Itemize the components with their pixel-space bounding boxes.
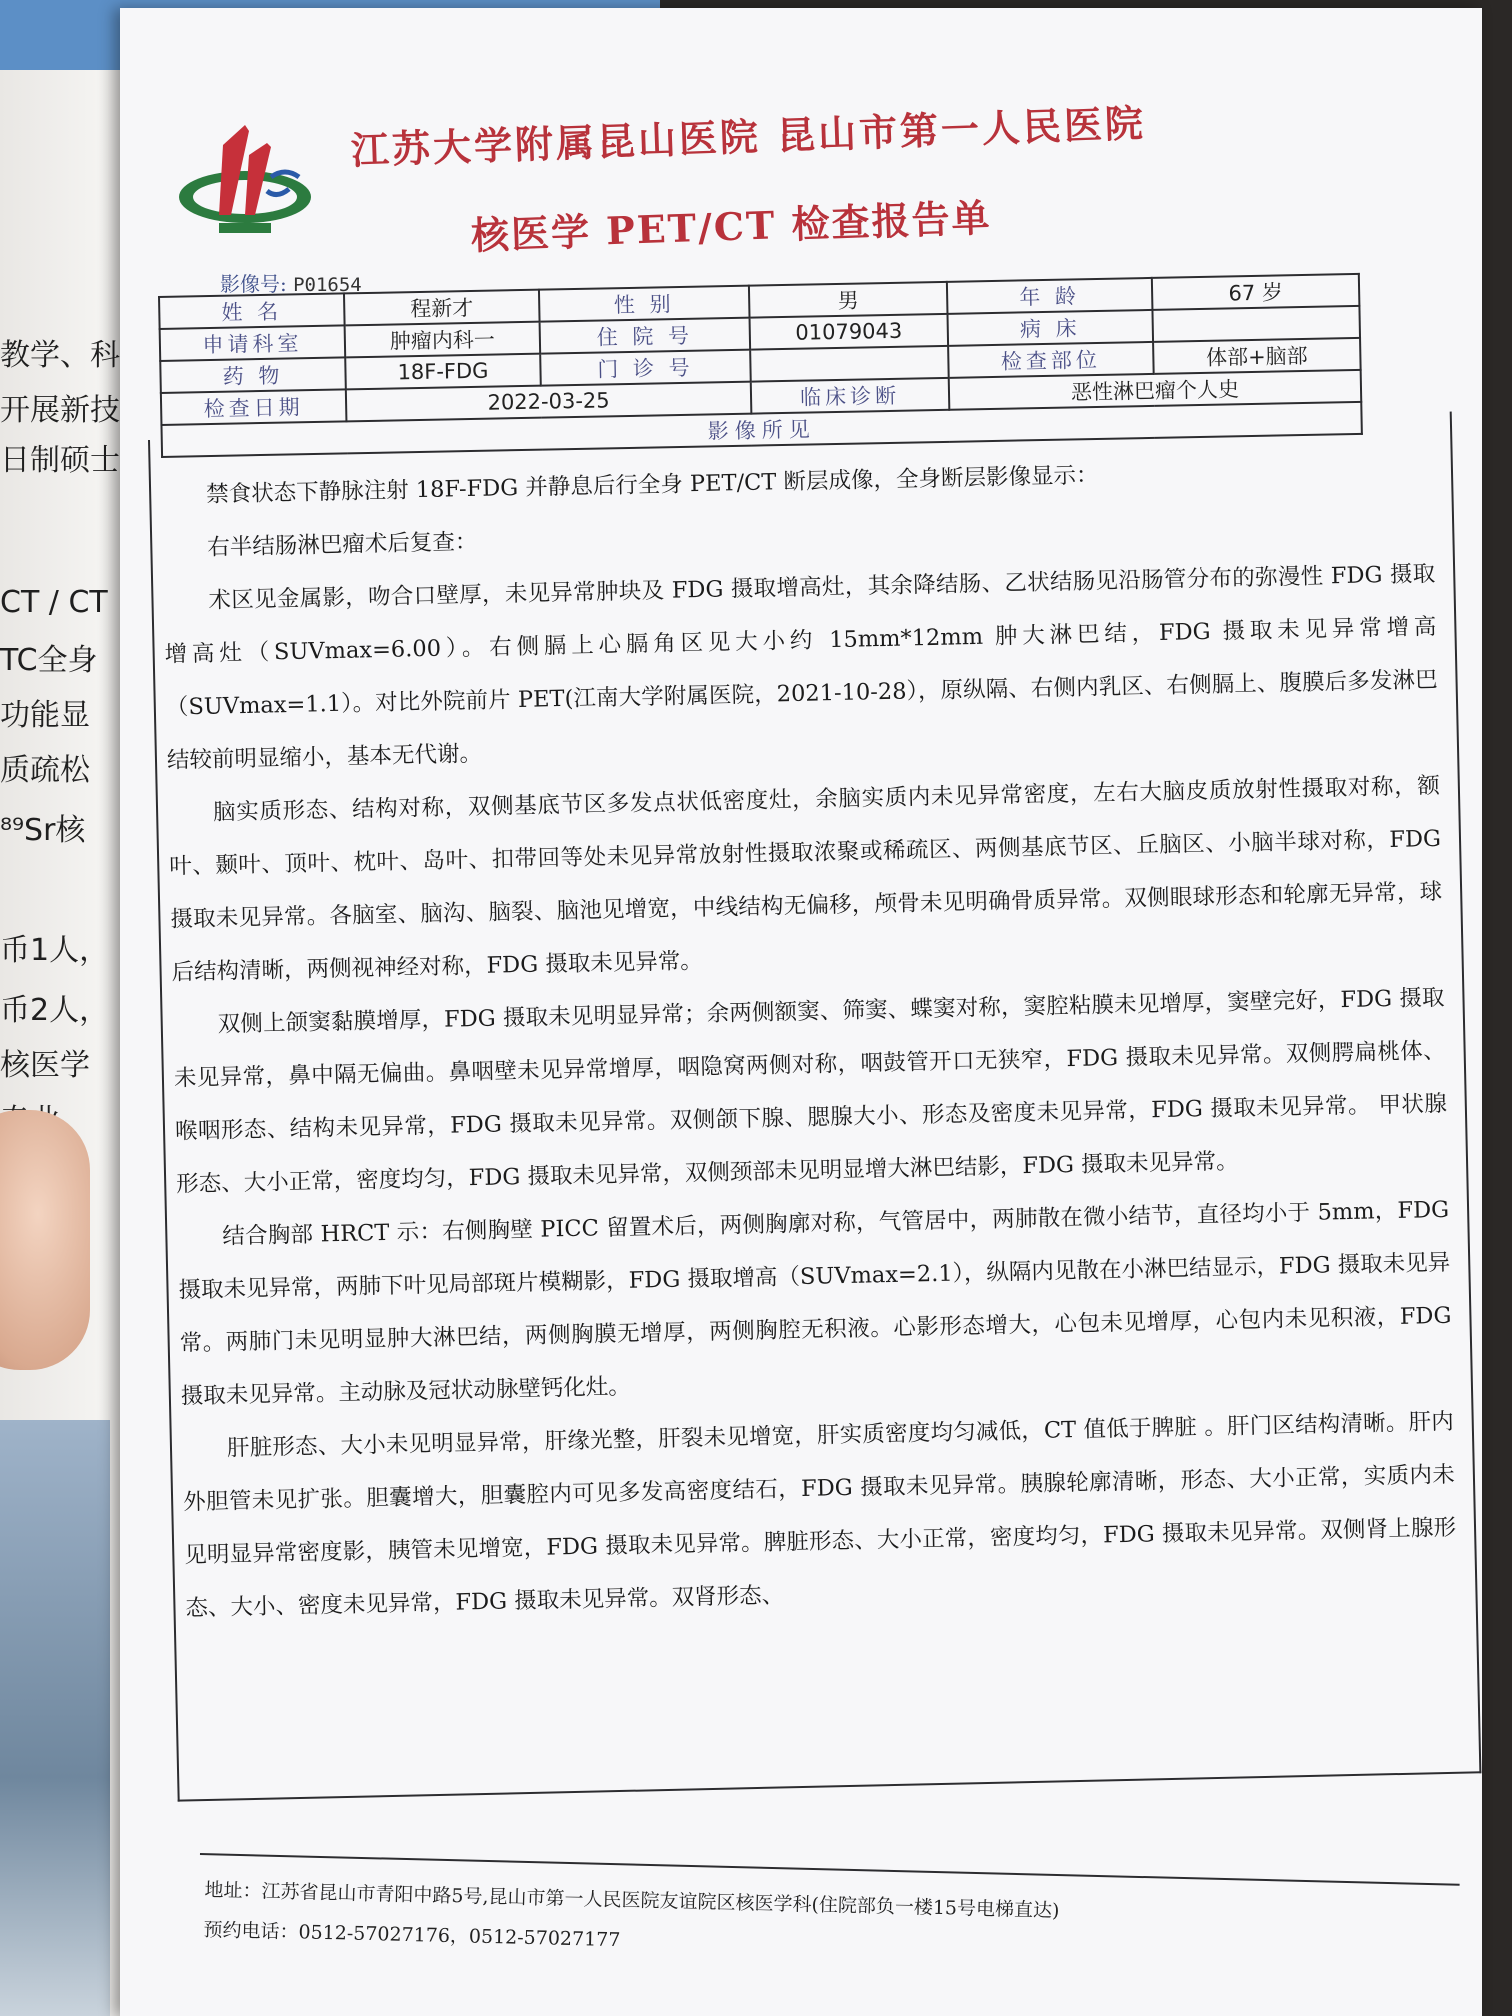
sex-value: 男	[749, 282, 948, 318]
finger-holding-page	[0, 1110, 90, 1370]
exam-part-value: 体部+脑部	[1153, 338, 1361, 374]
name-value: 程新才	[344, 290, 540, 326]
bg-text: TC全身	[0, 643, 98, 678]
drug-label: 药 物	[160, 357, 346, 393]
findings-paragraph: 禁食状态下静脉注射 18F-FDG 并静息后行全身 PET/CT 断层成像，全身断层影像显示：	[205, 462, 1099, 508]
bg-text: CT / CT	[0, 585, 108, 620]
findings-paragraph: 肝脏形态、大小未见明显异常，肝缘光整，肝裂未见增宽，肝实质密度均匀减低，CT 值低于脾脏 。肝门区结构清晰。肝内外胆管未见扩张。胆囊增大，胆囊腔内可见多发高密度结石，FDG 摄取未见异常。胰腺轮廓清晰，形态、大小正常，实质内未见明显异常密度影，胰管未见增宽，FDG 摄取未见异常。脾脏形态、大小正常，密度均匀，FDG 摄取未见异常。双侧肾上腺形态、大小、密度未见异常，FDG 摄取未见异常。双肾形态、	[182, 1408, 1457, 1622]
age-value: 67 岁	[1152, 274, 1360, 310]
sex-label: 性 别	[539, 286, 750, 322]
findings-paragraph: 右半结肠淋巴瘤术后复查：	[207, 528, 478, 561]
drug-value: 18F-FDG	[345, 354, 541, 390]
findings-heading: 影像所见	[161, 402, 1361, 457]
diagnosis-label: 临床诊断	[751, 378, 950, 414]
diagnosis-value: 恶性淋巴瘤个人史	[949, 370, 1362, 410]
exam-date-value: 2022-03-25	[346, 382, 752, 422]
footer-phone: 预约电话：0512-57027176，0512-57027177	[203, 1918, 621, 1952]
outpatient-no-value	[750, 346, 949, 382]
footer-address: 地址：江苏省昆山市青阳中路5号,昆山市第一人民医院友谊院区核医学科(住院部负一楼15号电梯直达)	[204, 1878, 1060, 1922]
hospital-title: 江苏大学附属昆山医院 昆山市第一人民医院	[350, 100, 1147, 173]
findings-paragraph: 术区见金属影，吻合口壁厚，未见异常肿块及 FDG 摄取增高灶，其余降结肠、乙状结肠见沿肠管分布的弥漫性 FDG 摄取增高灶（SUVmax=6.00）。右侧膈上心膈角区见大小约 15mm*12mm 肿大淋巴结，FDG 摄取未见异常增高（SUVmax=1.1）。对比外院前片 PET(江南大学附属医院，2021-10-28），原纵隔、右侧内乳区、右侧膈上、腹膜后多发淋巴结较前明显缩小，基本无代谢。	[164, 560, 1438, 774]
exam-part-label: 检查部位	[948, 342, 1154, 378]
bg-text: 开展新技	[0, 393, 120, 428]
name-label: 姓 名	[159, 293, 345, 329]
bed-label: 病 床	[947, 310, 1153, 346]
bg-text: 日制硕士	[0, 443, 120, 478]
report-title: 核医学 PET/CT 检查报告单	[470, 194, 993, 258]
bed-value	[1152, 306, 1360, 342]
bg-text: 币2人，	[0, 993, 110, 1028]
bg-text: 币1人，	[0, 933, 110, 968]
age-label: 年 龄	[947, 278, 1153, 314]
bg-text: ⁸⁹Sr核	[0, 813, 86, 848]
findings-paragraph: 双侧上颌窦黏膜增厚，FDG 摄取未见明显异常；余两侧额窦、筛窦、蝶窦对称，窦腔粘膜未见增厚，窦壁完好，FDG 摄取未见异常，鼻中隔无偏曲。鼻咽壁未见异常增厚，咽隐窝两侧对称，咽鼓管开口无狭窄，FDG 摄取未见异常。双侧腭扁桃体、喉咽形态、结构未见异常，FDG 摄取未见异常。双侧颌下腺、腮腺大小、形态及密度未见异常，FDG 摄取未见异常。 甲状腺形态、大小正常，密度均匀，FDG 摄取未见异常，双侧颈部未见明显增大淋巴结影，FDG 摄取未见异常。	[173, 984, 1448, 1198]
bg-text: 质疏松	[0, 753, 90, 788]
outpatient-no-label: 门 诊 号	[540, 350, 751, 386]
image-number-label: 影像号:	[220, 272, 287, 296]
findings-body	[148, 412, 1481, 1802]
exam-date-label: 检查日期	[161, 389, 347, 425]
background-building-photo	[0, 1420, 110, 2016]
dept-value: 肿瘤内科一	[345, 322, 541, 358]
findings-paragraph: 脑实质形态、结构对称，双侧基底节区多发点状低密度灶，余脑实质内未见异常密度，左右大脑皮质放射性摄取对称，额叶、颞叶、顶叶、枕叶、岛叶、扣带回等处未见异常放射性摄取浓聚或稀疏区、两侧基底节区、丘脑区、小脑半球对称，FDG 摄取未见异常。各脑室、脑沟、脑裂、脑池见增宽，中线结构无偏移，颅骨未见明确骨质异常。双侧眼球形态和轮廓无异常，球后结构清晰，两侧视神经对称，FDG 摄取未见异常。	[169, 772, 1443, 986]
bg-text: 教学、科	[0, 338, 120, 373]
bg-text: 核医学	[0, 1048, 90, 1083]
dept-label: 申请科室	[160, 325, 346, 361]
image-number-value: P01654	[293, 274, 362, 296]
inpatient-no-label: 住 院 号	[540, 318, 751, 354]
inpatient-no-value: 01079043	[750, 314, 949, 350]
hospital-logo-icon	[175, 125, 315, 243]
bg-text: 功能显	[0, 698, 90, 733]
findings-paragraph: 结合胸部 HRCT 示：右侧胸壁 PICC 留置术后，两侧胸廓对称，气管居中，两肺散在微小结节，直径均小于 5mm，FDG 摄取未见异常，两肺下叶见局部斑片模糊影，FDG 摄取增高（SUVmax=2.1），纵隔内见散在小淋巴结显示，FDG 摄取未见异常。两肺门未见明显肿大淋巴结，两侧胸膜无增厚，两侧胸腔无积液。心影形态增大，心包未见增厚，心包内未见积液，FDG 摄取未见异常。主动脉及冠状动脉壁钙化灶。	[178, 1196, 1452, 1410]
